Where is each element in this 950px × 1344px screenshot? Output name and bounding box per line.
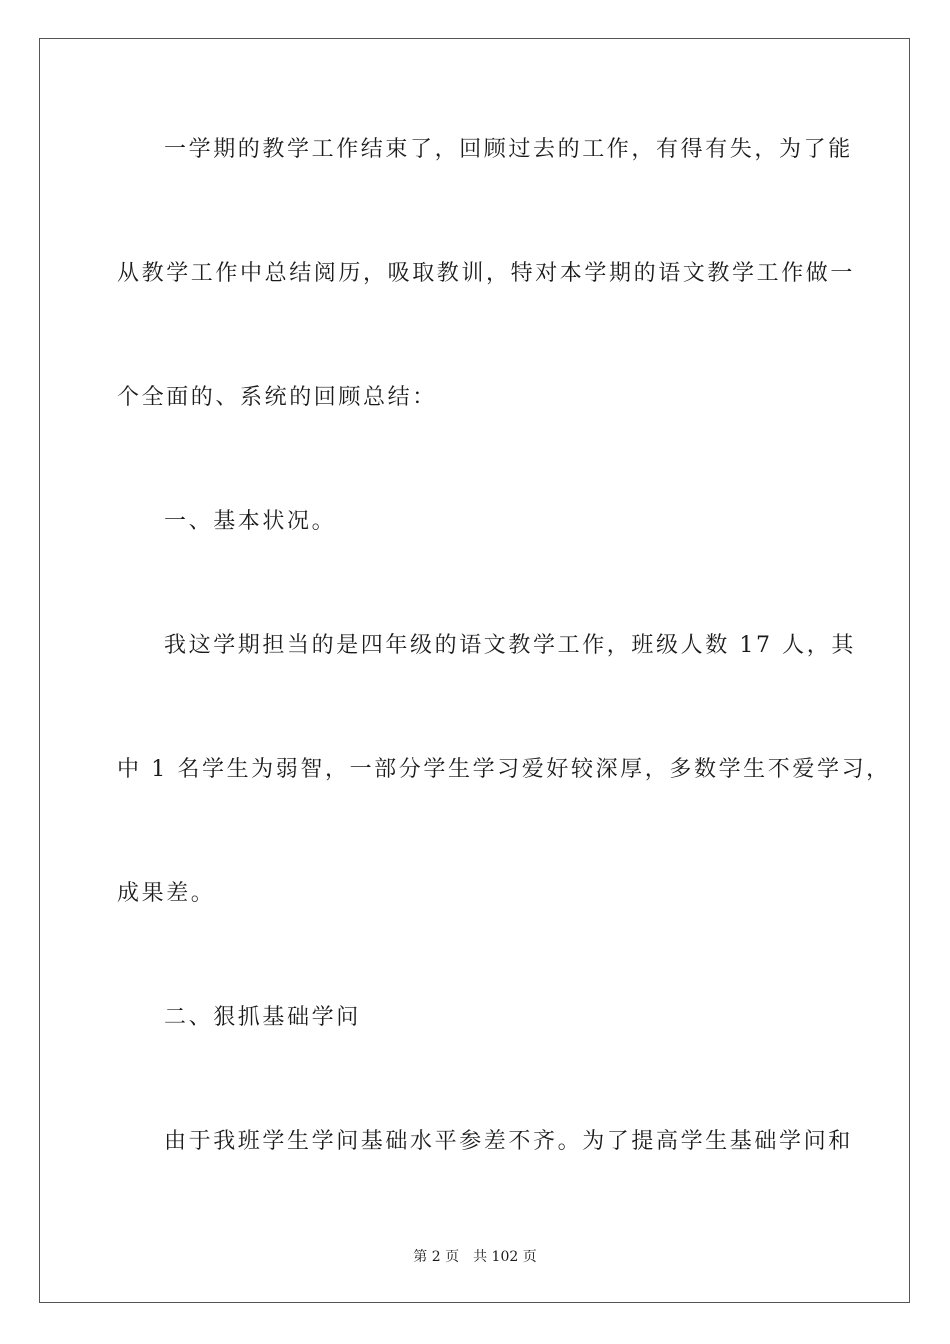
paragraph-line: 从教学工作中总结阅历，吸取教训，特对本学期的语文教学工作做一 xyxy=(117,261,856,286)
page-total: 共 102 页 xyxy=(473,1249,537,1265)
page-border xyxy=(39,38,910,1303)
paragraph-line: 个全面的、系统的回顾总结： xyxy=(117,385,437,410)
paragraph-line: 成果差。 xyxy=(117,881,216,906)
paragraph-line: 我这学期担当的是四年级的语文教学工作，班级人数 17 人，其 xyxy=(164,633,856,658)
section-heading: 一、基本状况。 xyxy=(164,509,337,534)
paragraph-line: 一学期的教学工作结束了，回顾过去的工作，有得有失，为了能 xyxy=(164,137,853,162)
paragraph-line: 由于我班学生学问基础水平参差不齐。为了提高学生基础学问和 xyxy=(164,1129,853,1154)
page-number: 第 2 页 xyxy=(413,1249,460,1265)
section-heading: 二、狠抓基础学问 xyxy=(164,1005,361,1030)
paragraph-line: 中 1 名学生为弱智，一部分学生学习爱好较深厚，多数学生不爱学习， xyxy=(117,757,891,782)
page-footer xyxy=(0,1247,950,1267)
